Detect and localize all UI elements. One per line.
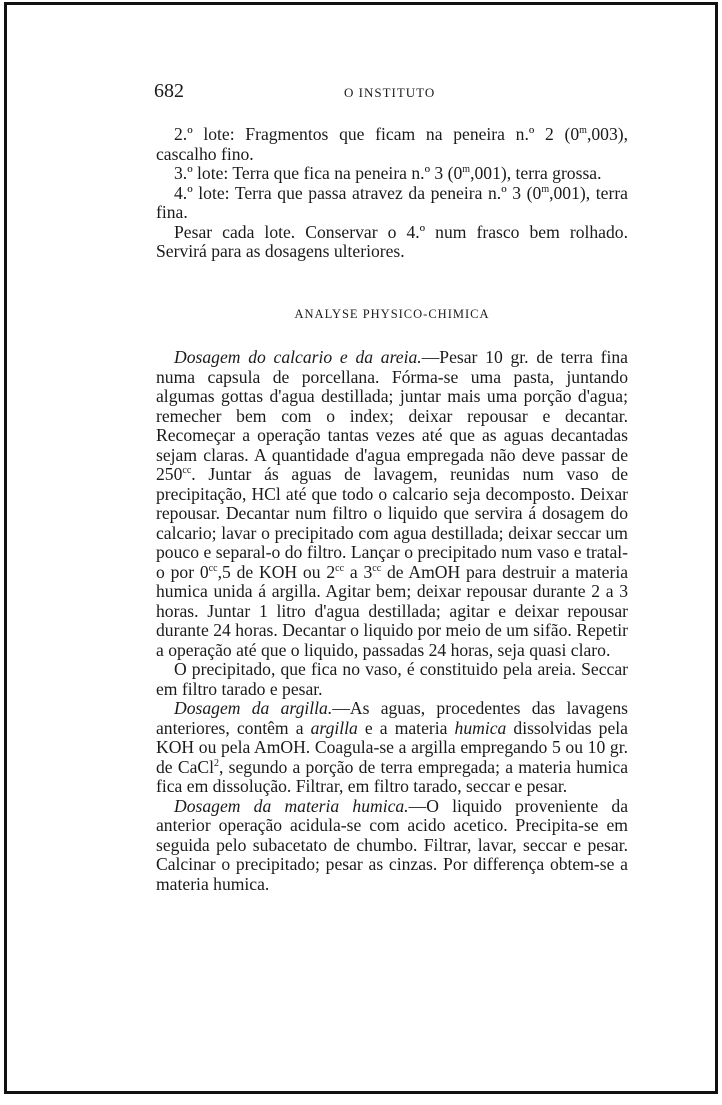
calcario-title: Dosagem do calcario e da areia.: [174, 347, 422, 367]
page-number: 682: [154, 80, 184, 102]
running-head: O INSTITUTO: [344, 85, 436, 100]
humica-title: Dosagem da materia humica.: [174, 795, 409, 816]
lot-2-paragraph: 2.º lote: Fragmentos que ficam na peneira n.º 2 (0$^m$,003), cascalho fino.: [156, 124, 628, 164]
weigh-paragraph: Pesar cada lote. Conservar o 4.º num frasco bem rolhado. Servirá para as dosagens ulteriores.: [156, 221, 628, 261]
section-title: ANALYSE PHYSICO-CHIMICA: [294, 307, 490, 321]
page-margin: [0, 1094, 722, 1105]
lots-block: [156, 125, 628, 262]
humica-paragraph: Dosagem da materia humica.—O liquido proveniente da anterior operação acidula-se com acido acetico. Precipita-se em seguida pelo subacetato de chumbo. Filtrar, lavar, seccar e pesar. Calcinar o precipitado; pesar as cinzas. Por differença obtem-se a materia humica.: [156, 795, 629, 894]
page-header: [154, 80, 632, 104]
analysis-block: [156, 348, 628, 894]
calcario-paragraph: Dosagem do calcario e da areia.—Pesar 10 gr. de terra fina numa capsula de porcellana. Fórma-se uma pasta, juntando algumas gottas d'agua destillada; juntar mais uma porção d'agua; remecher bem com o index; deixar repousar e decantar. Recomeçar a operação tantas vezes até que as aguas decantadas sejam claras. A quantidade d'agua empregada não deve passar de $250^{cc}$. Juntar ás aguas de lavagem, reunidas num vaso de precipitação, HCl até que todo o calcario seja decomposto. Deixar repousar. Decantar num filtro o liquido que servira á dosagem do calcario; lavar o precipitado com agua destillada; deixar seccar um pouco e separal-o do filtro. Lançar o precipitado num vaso e tratal-o por $0^{cc},5$ de KOH ou $2^{cc}$ a $3^{cc}$ de AmOH para destruir a materia humica unida á argilla. Agitar bem; deixar repousar durante 2 a 3 horas. Juntar 1 litro d'agua destillada; agitar e deixar repousar durante 24 horas. Decantar o liquido por meio de um sifão. Repetir a operação até que o liquido, passadas 24 horas, seja quasi claro.: [156, 347, 629, 660]
argilla-title: Dosagem da argilla.: [174, 698, 333, 718]
areia-paragraph: O precipitado, que fica no vaso, é constituido pela areia. Seccar em filtro tarado e pesar.: [156, 659, 628, 699]
argilla-paragraph: Dosagem da argilla.—As aguas, procedentes das lavagens anteriores, contêm a argilla e a materia humica dissolvidas pela KOH ou pela AmOH. Coagula-se a argilla empregando 5 ou 10 gr. de CaCl$^2$, segundo a porção de terra empregada; a materia humica fica em dissolução. Filtrar, em filtro tarado, seccar e pesar.: [156, 698, 629, 796]
lot-4-paragraph: 4.º lote: Terra que passa atravez da peneira n.º 3 (0$^m$,001), terra fina.: [156, 182, 628, 222]
lot-3-paragraph: 3.º lote: Terra que fica na peneira n.º 3 (0$^m$,001), terra grossa.: [174, 163, 602, 183]
